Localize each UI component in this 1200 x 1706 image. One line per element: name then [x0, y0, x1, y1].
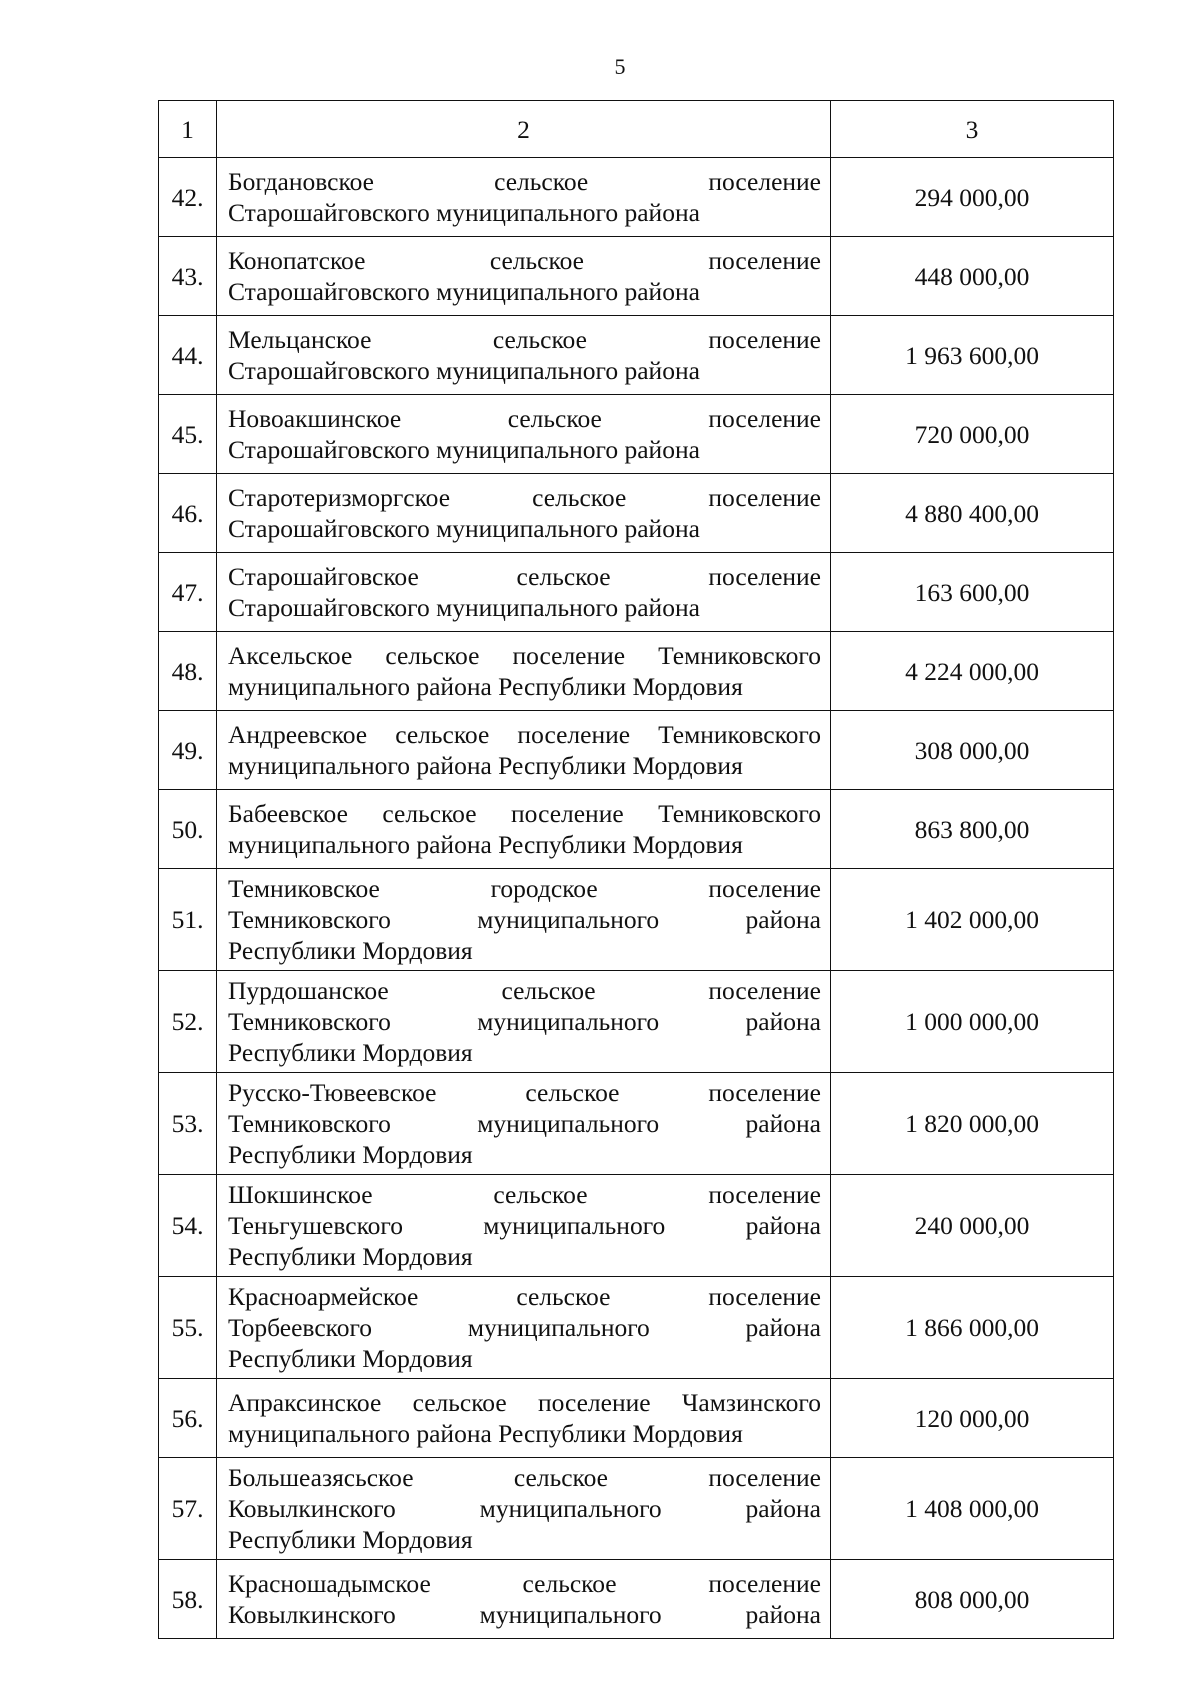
row-number: 43. [159, 237, 217, 316]
amount-value: 1 963 600,00 [831, 316, 1114, 395]
settlement-name-line: Конопатское сельское поселение [228, 246, 821, 275]
settlement-name [217, 316, 831, 395]
settlement-name-line: Ковылкинского муниципального района [228, 1600, 821, 1629]
header-col-2: 2 [217, 101, 831, 158]
amount-value: 720 000,00 [831, 395, 1114, 474]
settlement-name [217, 553, 831, 632]
settlement-name-line: Шокшинское сельское поселение [228, 1180, 821, 1209]
settlement-name-line: Старошайговское сельское поселение [228, 562, 821, 591]
amount-value: 308 000,00 [831, 711, 1114, 790]
row-number: 52. [159, 971, 217, 1073]
table-header-row [159, 101, 1114, 158]
row-number: 48. [159, 632, 217, 711]
settlement-name-line: Богдановское сельское поселение [228, 167, 821, 196]
settlement-name-line: муниципального района Республики Мордовия [228, 751, 743, 780]
settlement-name [217, 1458, 831, 1560]
settlement-name-line: Старотеризморгское сельское поселение [228, 483, 821, 512]
amount-value: 1 866 000,00 [831, 1277, 1114, 1379]
page-number: 5 [614, 54, 626, 79]
row-number: 55. [159, 1277, 217, 1379]
settlement-name-line: Новоакшинское сельское поселение [228, 404, 821, 433]
settlement-name-line: Республики Мордовия [228, 1242, 473, 1271]
settlement-name-line: Большеазясьское сельское поселение [228, 1463, 821, 1492]
settlement-name-line: Республики Мордовия [228, 1038, 473, 1067]
settlement-name [217, 395, 831, 474]
amount-value: 1 408 000,00 [831, 1458, 1114, 1560]
table-row [159, 971, 1114, 1073]
table-row [159, 711, 1114, 790]
settlement-name-line: Пурдошанское сельское поселение [228, 976, 821, 1005]
settlement-name-line: Старошайговского муниципального района [228, 356, 700, 385]
table-row [159, 474, 1114, 553]
header-col-1: 1 [159, 101, 217, 158]
settlement-name [217, 971, 831, 1073]
settlement-name-line: Темниковского муниципального района [228, 905, 821, 934]
table-row [159, 632, 1114, 711]
table-row [159, 553, 1114, 632]
amount-value: 120 000,00 [831, 1379, 1114, 1458]
settlement-name-line: Андреевское сельское поселение Темниковского [228, 720, 821, 749]
table-row [159, 1175, 1114, 1277]
settlement-name-line: муниципального района Республики Мордовия [228, 1419, 743, 1448]
settlement-name-line: Старошайговского муниципального района [228, 435, 700, 464]
settlement-name-line: Русско-Тювеевское сельское поселение [228, 1078, 821, 1107]
amount-value: 448 000,00 [831, 237, 1114, 316]
settlement-name-line: Темниковское городское поселение [228, 874, 821, 903]
row-number: 44. [159, 316, 217, 395]
amount-value: 4 224 000,00 [831, 632, 1114, 711]
amount-value: 294 000,00 [831, 158, 1114, 237]
settlement-name-line: Республики Мордовия [228, 1140, 473, 1169]
table-row [159, 1073, 1114, 1175]
settlement-name [217, 632, 831, 711]
table-row [159, 1379, 1114, 1458]
header-col-3: 3 [831, 101, 1114, 158]
settlement-name-line: Ковылкинского муниципального района [228, 1494, 821, 1523]
settlement-name-line: Республики Мордовия [228, 1525, 473, 1554]
table-row [159, 158, 1114, 237]
settlement-name [217, 1175, 831, 1277]
amount-value: 863 800,00 [831, 790, 1114, 869]
row-number: 53. [159, 1073, 217, 1175]
settlement-name-line: Старошайговского муниципального района [228, 277, 700, 306]
table-row [159, 1458, 1114, 1560]
table-row [159, 869, 1114, 971]
table-row [159, 395, 1114, 474]
settlement-name-line: Красношадымское сельское поселение [228, 1569, 821, 1598]
settlement-name-line: Темниковского муниципального района [228, 1007, 821, 1036]
settlement-name-line: Республики Мордовия [228, 936, 473, 965]
amount-value: 4 880 400,00 [831, 474, 1114, 553]
row-number: 46. [159, 474, 217, 553]
row-number: 57. [159, 1458, 217, 1560]
row-number: 47. [159, 553, 217, 632]
settlement-name-line: Мельцанское сельское поселение [228, 325, 821, 354]
table-row [159, 790, 1114, 869]
settlement-name [217, 1379, 831, 1458]
row-number: 58. [159, 1560, 217, 1639]
settlement-name [217, 1277, 831, 1379]
settlement-name-line: Аксельское сельское поселение Темниковского [228, 641, 821, 670]
settlement-name [217, 158, 831, 237]
row-number: 56. [159, 1379, 217, 1458]
row-number: 51. [159, 869, 217, 971]
row-number: 42. [159, 158, 217, 237]
row-number: 50. [159, 790, 217, 869]
settlement-name-line: Темниковского муниципального района [228, 1109, 821, 1138]
amount-value: 240 000,00 [831, 1175, 1114, 1277]
row-number: 45. [159, 395, 217, 474]
settlement-name-line: муниципального района Республики Мордовия [228, 830, 743, 859]
row-number: 49. [159, 711, 217, 790]
settlement-name-line: Бабеевское сельское поселение Темниковского [228, 799, 821, 828]
table-row [159, 1277, 1114, 1379]
amount-value: 1 820 000,00 [831, 1073, 1114, 1175]
settlement-name [217, 869, 831, 971]
settlement-name [217, 237, 831, 316]
settlement-name [217, 1560, 831, 1639]
amount-value: 1 000 000,00 [831, 971, 1114, 1073]
settlement-name-line: Торбеевского муниципального района [228, 1313, 821, 1342]
settlement-name-line: Апраксинское сельское поселение Чамзинского [228, 1388, 821, 1417]
settlement-name-line: Старошайговского муниципального района [228, 514, 700, 543]
settlement-name-line: Красноармейское сельское поселение [228, 1282, 821, 1311]
settlement-name [217, 711, 831, 790]
table-row [159, 237, 1114, 316]
settlement-name [217, 790, 831, 869]
table-row [159, 316, 1114, 395]
allocation-table [158, 100, 1114, 1639]
settlement-name-line: Старошайговского муниципального района [228, 593, 700, 622]
table-row [159, 1560, 1114, 1639]
settlement-name [217, 474, 831, 553]
settlement-name-line: Старошайговского муниципального района [228, 198, 700, 227]
row-number: 54. [159, 1175, 217, 1277]
amount-value: 163 600,00 [831, 553, 1114, 632]
settlement-name-line: муниципального района Республики Мордовия [228, 672, 743, 701]
amount-value: 1 402 000,00 [831, 869, 1114, 971]
settlement-name-line: Республики Мордовия [228, 1344, 473, 1373]
settlement-name-line: Теньгушевского муниципального района [228, 1211, 821, 1240]
settlement-name [217, 1073, 831, 1175]
amount-value: 808 000,00 [831, 1560, 1114, 1639]
